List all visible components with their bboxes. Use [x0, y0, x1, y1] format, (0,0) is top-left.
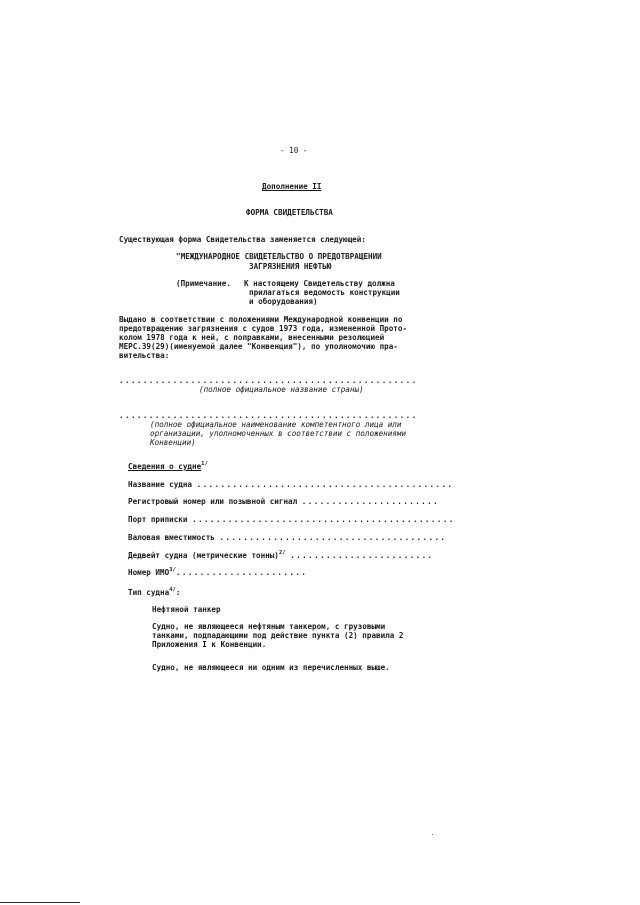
- field-dots: ........................: [290, 551, 434, 560]
- ship-type-option-oil-tanker: Нефтяной танкер: [152, 605, 221, 614]
- footnote-ref-2: 2/: [278, 550, 286, 556]
- authority-caption-line-2: организации, уполномоченных в соответствии с положениями: [150, 429, 407, 438]
- issued-line-3: колом 1978 года к ней, с поправками, внесенными резолюцией: [119, 333, 385, 342]
- scan-edge-line: [0, 902, 80, 903]
- issued-line-1: Выдано в соответствии с положениями Международной конвенции по: [119, 315, 403, 324]
- ship-type-label: [128, 587, 180, 597]
- field-dots: ............................................: [192, 515, 455, 524]
- ship-type-option-2-line-1: Судно, не являющееся нефтяным танкером, с грузовыми: [152, 622, 386, 631]
- field-label: Название судна: [128, 480, 193, 489]
- footnote-ref-3: 3/: [169, 567, 176, 573]
- issued-line-4: МЕРС.39(29)(именуемой далее "Конвенция"), по уполномочию пра-: [119, 342, 398, 351]
- authority-caption-line-3: Конвенции): [150, 438, 196, 447]
- field-dots: ......................: [175, 568, 308, 577]
- country-caption: (полное официальное название страны): [199, 385, 364, 394]
- field-label: Дедвейт судна (метрические тонны): [128, 551, 279, 560]
- ship-type-option-3: Судно, не являющееся ни одним из перечисленных выше.: [152, 663, 390, 672]
- field-registry-number: [128, 497, 439, 506]
- field-port-of-registry: [128, 515, 455, 524]
- ship-details-heading-text: Сведения о судне: [128, 462, 202, 471]
- form-title: ФОРМА СВИДЕТЕЛЬСТВА: [246, 208, 333, 217]
- field-dots: .......................: [301, 497, 440, 506]
- note-line-3: и оборудования): [249, 297, 318, 306]
- field-gross-tonnage: [128, 533, 446, 542]
- field-ship-name: [128, 480, 453, 489]
- field-dots: ...........................................: [196, 480, 454, 489]
- field-label: Валовая вместимость: [128, 533, 215, 542]
- certificate-title-line-2: ЗАГРЯЗНЕНИЯ НЕФТЬЮ: [249, 262, 332, 271]
- page-number: - 10 -: [280, 146, 308, 155]
- issued-line-2: предотвращению загрязнения с судов 1973 года, измененной Прото-: [119, 324, 408, 333]
- supplement-title: Дополнение II: [262, 182, 322, 191]
- issued-line-5: вительства:: [119, 351, 170, 360]
- note-line-1: К настоящему Свидетельству должна: [244, 279, 395, 288]
- note-line-2: прилагаться ведомость конструкции: [249, 288, 400, 297]
- field-label: Регистровый номер или позывной сигнал: [128, 497, 298, 506]
- authority-caption-line-1: (полное официальное наименование компетентного лица или: [150, 420, 402, 429]
- field-deadweight: [128, 550, 434, 560]
- field-imo-number: [128, 567, 307, 577]
- note-label: (Примечание.: [176, 279, 231, 288]
- ship-details-heading: [128, 461, 208, 471]
- field-label: Порт приписки: [128, 515, 188, 524]
- certificate-title-line-1: "МЕЖДУНАРОДНОЕ СВИДЕТЕЛЬСТВО О ПРЕДОТВРАЩЕНИИ: [176, 252, 382, 261]
- authority-dotted-line: ..................................................: [119, 411, 418, 420]
- ship-type-option-2-line-2: танками, подпадающими под действие пункта (2) правила 2: [152, 631, 404, 640]
- scan-speck: [432, 834, 433, 835]
- field-dots: ......................................: [219, 533, 447, 542]
- footnote-ref-4: 4/: [169, 587, 176, 593]
- field-label: Номер ИМО: [128, 568, 170, 577]
- ship-type-colon: :: [175, 588, 181, 597]
- ship-type-text: Тип судна: [128, 588, 170, 597]
- footnote-ref-1: 1/: [201, 461, 208, 467]
- intro-text: Существующая форма Свидетельства заменяется следующей:: [119, 235, 366, 244]
- ship-type-option-2-line-3: Приложения I к Конвенции.: [152, 640, 267, 649]
- country-dotted-line: ..................................................: [119, 376, 418, 385]
